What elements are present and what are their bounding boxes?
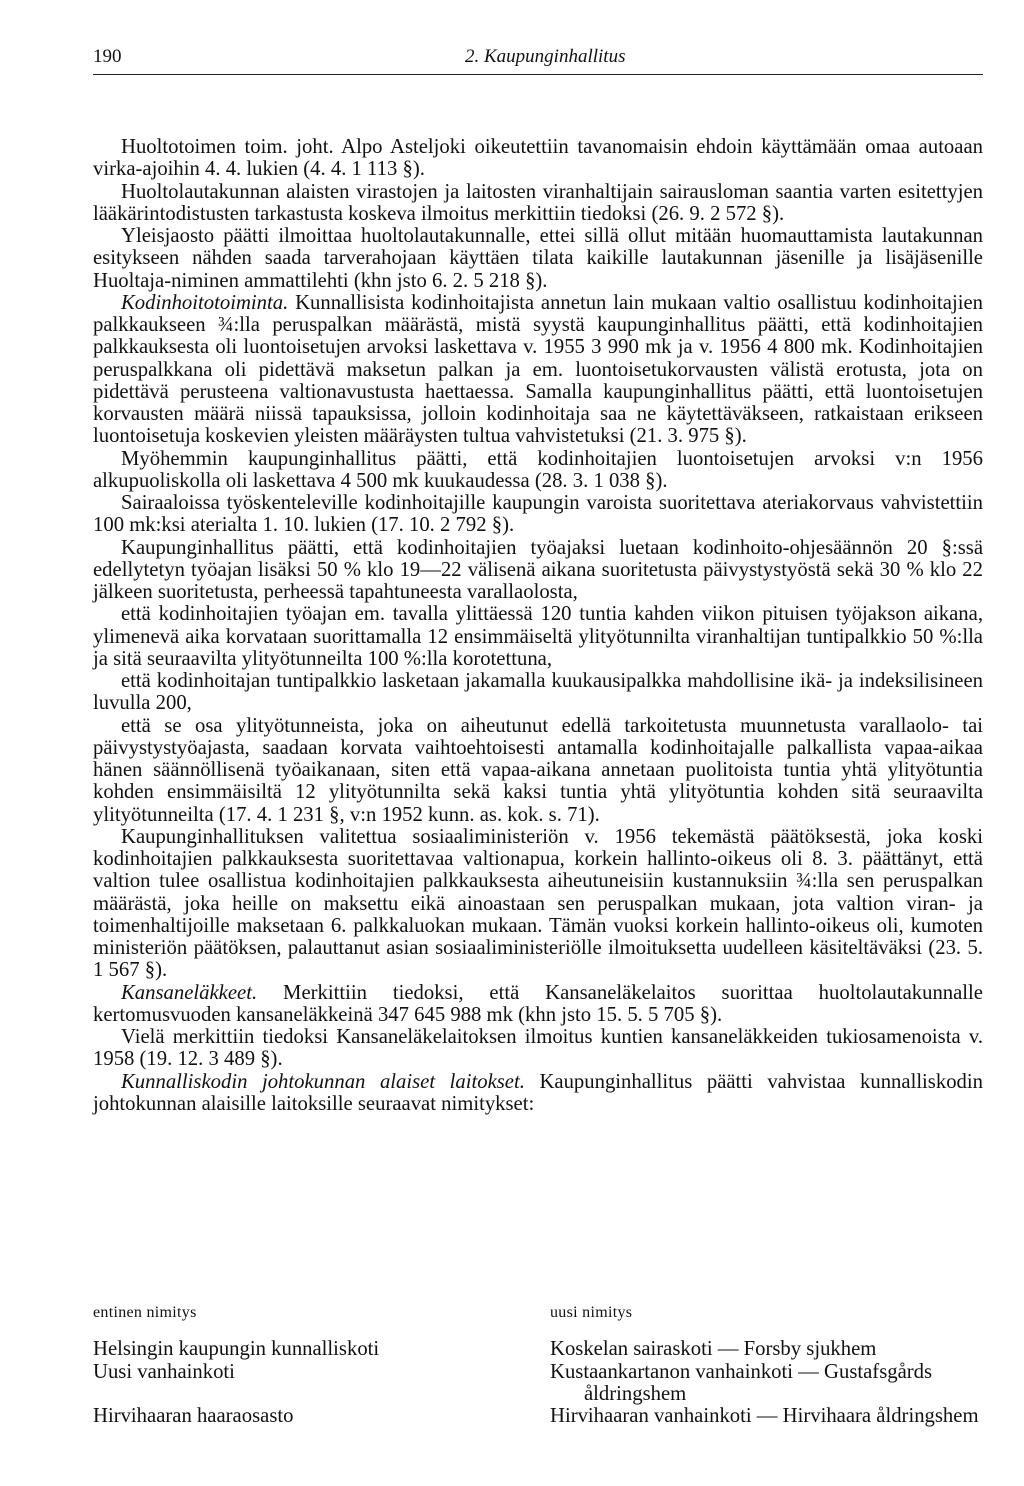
page-number: 190 [93,46,122,67]
paragraph: Myöhemmin kaupunginhallitus päätti, että kodinhoitajien luontoisetujen arvoksi v:n 1956 alkupuoliskolla oli laskettava 4 500 mk kuukaudessa (28. 3. 1 038 §). [93,447,983,492]
paragraph [93,292,983,448]
paragraph: Kaupunginhallitus päätti, että kodinhoitajien työajaksi luetaan kodinhoito-ohjesäännön 20 §:ssä edellytetyn työajan lisäksi 50 % klo 19—22 välisenä aikana suoritetusta päivystystyöstä sekä 30 % klo 22 jälkeen suoritetusta, perheessä tapahtuneesta varallaolosta, [93,536,983,603]
paragraph: Kaupunginhallituksen valitettua sosiaaliministeriön v. 1956 tekemästä päätöksestä, joka koski kodinhoitajien palkkauksesta suoritettavaa valtionapua, korkein hallinto-oikeus oli 8. 3. päättänyt, että valtion tulee osallistua kodinhoitajien palkkauksesta aiheutuneisiin kustannuksiin ¾:lla sen peruspalkan määrästä, joka heille on maksettu eikä ainoastaan sen peruspalkan mukaan, jota valtion viran- ja toimenhaltijoille maksetaan 6. palkkaluokan mukaan. Tämän vuoksi korkein hallinto-oikeus oli, kumoten ministeriön päätöksen, palauttanut asian sosiaaliministeriölle ilmoituksetta uudelleen käsiteltäväksi (23. 5. 1 567 §). [93,825,983,982]
clause: että kodinhoitajan tuntipalkkio lasketaan jakamalla kuukausipalkka mahdollisine ikä- ja indeksilisineen luvulla 200, [93,670,983,715]
document-page [93,40,983,1115]
header-rule [93,74,983,75]
section-heading: Kunnalliskodin johtokunnan alaiset laitokset. [121,1070,525,1093]
paragraph: Yleisjaosto päätti ilmoittaa huoltolautakunnalle, ettei sillä ollut mitään huomauttamista lautakunnan esitykseen nähden saada tarverahojaan käyttäen tilata kaikille lautakunnan jäsenille ja lisäjäsenille Huoltaja-niminen ammattilehti (khn jsto 6. 2. 5 218 §). [93,225,983,292]
page-header [93,40,983,70]
new-names-column [550,1302,983,1427]
running-head: 2. Kaupunginhallitus [465,46,626,67]
paragraph: Huoltolautakunnan alaisten virastojen ja laitosten viranhaltijain sairausloman saantia varten esitettyjen lääkärintodistusten tarkastusta koskeva ilmoitus merkittiin tiedoksi (26. 9. 2 572 §). [93,180,983,225]
paragraph: Sairaaloissa työskenteleville kodinhoitajille kaupungin varoista suoritettava ateriakorvaus vahvistettiin 100 mk:ksi aterialta 1. 10. lukien (17. 10. 2 792 §). [93,492,983,537]
paragraph [93,982,983,1027]
paragraph: Vielä merkittiin tiedoksi Kansaneläkelaitoksen ilmoitus kuntien kansaneläkkeiden tukiosamenoista v. 1958 (19. 12. 3 489 §). [93,1026,983,1071]
clause: että se osa ylityötunneista, joka on aiheutunut edellä tarkoitetusta muunnetusta varallaolo- tai päivystystyöajasta, saadaan korvata vaihtoehtoisesti antamalla kodinhoitajalle palkallista vapaa-aikaa hänen säännöllisenä työaikanaan, siten että vapaa-aikana annetaan puolitoista tuntia yhtä ylityötuntia kohden ensimmäisiltä 12 ylityötunnilta sekä kaksi tuntia yhtä ylityötuntia kohden sitä seuraavilta ylityötunneilta (17. 4. 1 231 §, v:n 1952 kunn. as. kok. s. 71). [93,714,983,826]
body-text [93,136,983,1115]
paragraph-text: Kunnallisista kodinhoitajista annetun lain mukaan valtio osallistuu kodinhoitajien palkkaukseen ¾:lla peruspalkan määrästä, mistä syystä kaupunginhallitus päätti, että kodinhoitajien palkkauksesta oli luontoisetujen arvoksi laskettava v. 1955 3 990 mk ja v. 1956 4 800 mk. Kodinhoitajien peruspalkkana oli pidettävä maksetun palkan ja em. luontoisetukorvausten välistä erotusta, jota on pidettävä perusteena valtionavustusta haettaessa. Samalla kaupunginhallitus päätti, että luontoisetujen korvausten määrä niissä tapauksissa, jolloin kodinhoitaja saa ne käytettäväkseen, ratkaistaan erikseen luontoisetuja koskevien yleisten määräysten tultua vahvistetuksi (21. 3. 975 §). [93,291,983,448]
paragraph: Huoltotoimen toim. joht. Alpo Asteljoki oikeutettiin tavanomaisin ehdoin käyttämään omaa autoaan virka-ajoihin 4. 4. lukien (4. 4. 1 113 §). [93,136,983,181]
section-heading: Kansaneläkkeet. [121,981,258,1004]
clause: että kodinhoitajien työajan em. tavalla ylittäessä 120 tuntia kahden viikon pituisen työjakson aikana, ylimenevä aika korvataan suorittamalla 12 ensimmäiseltä ylityötunnilta viranhaltijan tuntipalkkio 50 %:lla ja sitä seuraavilta ylityötunneilta 100 %:lla korotettuna, [93,603,983,670]
paragraph-text: Kaupunginhallitus päätti vahvistaa kunnalliskodin johtokunnan alaisille laitoksille seuraavat nimitykset: [93,1070,983,1115]
old-names-header: entinen nimitys [93,1304,197,1321]
new-name: Kustaankartanon vanhainkoti — Gustafsgårds åldringshem [550,1360,933,1405]
old-name: Helsingin kaupungin kunnalliskoti [93,1338,380,1361]
old-names-column [93,1302,513,1427]
new-name: Koskelan sairaskoti — Forsby sjukhem [550,1338,877,1361]
old-name: Uusi vanhainkoti [93,1360,235,1383]
paragraph-text: Merkittiin tiedoksi, että Kansaneläkelaitos suorittaa huoltolautakunnalle kertomusvuoden kansaneläkkeinä 347 645 988 mk (khn jsto 15. 5. 5 705 §). [93,981,983,1026]
section-heading: Kodinhoitotoiminta. [121,291,289,314]
spacer [93,1383,513,1405]
old-name: Hirvihaaran haaraosasto [93,1404,294,1427]
new-name: Hirvihaaran vanhainkoti — Hirvihaara åldringshem [550,1405,979,1428]
paragraph [93,1071,983,1116]
new-names-header: uusi nimitys [550,1304,633,1321]
